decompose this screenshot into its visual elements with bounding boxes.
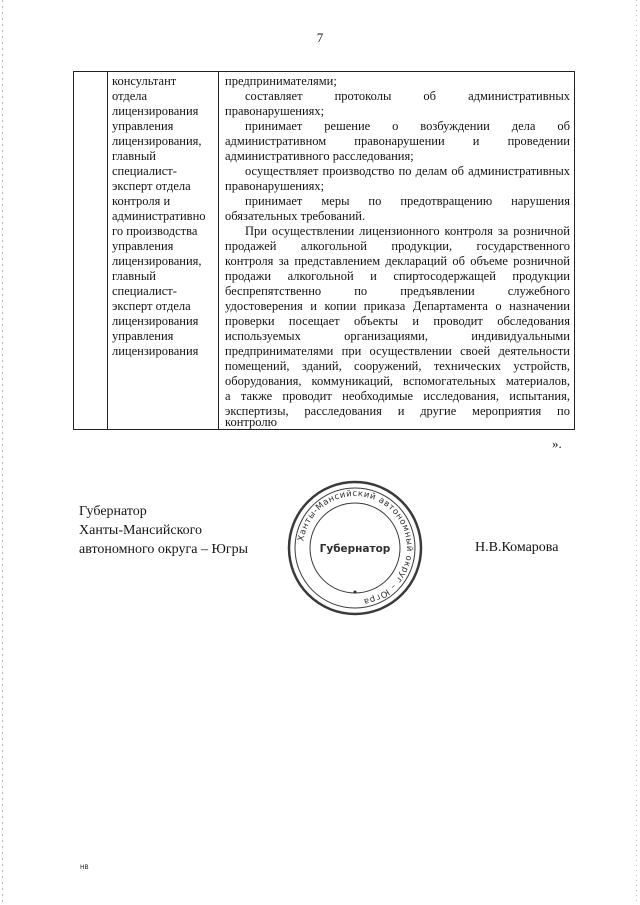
duties-table xyxy=(73,71,575,430)
scan-edge-right xyxy=(636,0,637,905)
stamp-center-text: Губернатор xyxy=(319,543,391,555)
position-line: контроля и xyxy=(112,194,171,208)
duty-line: принимает меры по предотвращению нарушения xyxy=(245,194,570,208)
page-number: 7 xyxy=(316,30,324,45)
position-line: отдела xyxy=(112,89,148,103)
signature-title-line: Ханты-Мансийского xyxy=(79,523,203,538)
duty-line: беспрепятственно по предъявлении служебного xyxy=(225,284,570,298)
position-line: лицензирования, xyxy=(112,134,202,148)
signature-title-line: автономного округа – Югры xyxy=(79,542,248,557)
duty-line: При осуществлении лицензионного контроля за розничной xyxy=(245,224,570,238)
position-line: лицензирования xyxy=(112,104,199,118)
position-line: лицензирования xyxy=(112,344,199,358)
duty-line: продажей алкогольной продукции, государственного xyxy=(225,239,570,253)
duty-line: используемых организациями, индивидуальными xyxy=(225,329,570,343)
position-line: управления xyxy=(112,119,174,133)
closing-quote: ». xyxy=(552,436,562,451)
position-line: специалист- xyxy=(112,164,177,178)
signatory-name: Н.В.Комарова xyxy=(475,540,559,555)
duty-line: проверки посещает объекты и проводит обследования xyxy=(225,314,570,328)
duty-line: контроля за представлением деклараций об объеме розничной xyxy=(225,254,570,268)
duty-line: предпринимателями при осуществлении своей деятельности xyxy=(225,344,570,358)
duties-column xyxy=(219,72,574,429)
position-line: административно xyxy=(112,209,206,223)
duty-line: удостоверения и копии приказа Департамента о назначении xyxy=(225,299,570,313)
position-line: управления xyxy=(112,239,174,253)
duty-line: осуществляет производство по делам об административных xyxy=(245,164,570,178)
footer-mark: НВ xyxy=(80,864,89,871)
duty-line: помещений, зданий, сооружений, технических устройств, xyxy=(225,359,570,373)
duty-line: правонарушениях; xyxy=(225,179,325,193)
position-line: эксперт отдела xyxy=(112,179,191,193)
duty-line: принимает решение о возбуждении дела об xyxy=(245,119,570,133)
stamp-dot xyxy=(354,591,357,594)
duty-line: составляет протоколы об административных xyxy=(245,89,570,103)
duty-line: предпринимателями; xyxy=(225,74,337,88)
duty-line: а также проводит необходимые исследования, испытания, xyxy=(225,389,570,403)
position-line: го производства xyxy=(112,224,198,238)
position-column xyxy=(108,72,219,429)
scan-edge-left xyxy=(2,0,3,905)
position-line: специалист- xyxy=(112,284,177,298)
duty-line: административном правонарушении и проведении xyxy=(225,134,570,148)
duty-line: оборудования, коммуникаций, вспомогательных материалов, xyxy=(225,374,570,388)
signature-title xyxy=(79,502,248,559)
number-column xyxy=(74,72,108,429)
duty-line: административного расследования; xyxy=(225,149,414,163)
position-line: управления xyxy=(112,329,174,343)
position-line: главный xyxy=(112,149,156,163)
position-line: эксперт отдела xyxy=(112,299,191,313)
signature-title-line: Губернатор xyxy=(79,504,147,519)
duty-line: экспертизы, расследования и другие мероприятия по xyxy=(225,404,570,418)
position-line: главный xyxy=(112,269,156,283)
official-stamp xyxy=(285,478,425,618)
position-line: лицензирования xyxy=(112,314,199,328)
duty-line: правонарушениях; xyxy=(225,104,325,118)
duty-line: обязательных требований. xyxy=(225,209,366,223)
duty-line: продажи алкогольной и спиртосодержащей продукции xyxy=(225,269,570,283)
position-line: консультант xyxy=(112,74,177,88)
duty-line: контролю xyxy=(225,415,277,429)
stamp-ring-text: Ханты-Мансийский автономный округ – Югра xyxy=(296,488,415,607)
position-line: лицензирования, xyxy=(112,254,202,268)
